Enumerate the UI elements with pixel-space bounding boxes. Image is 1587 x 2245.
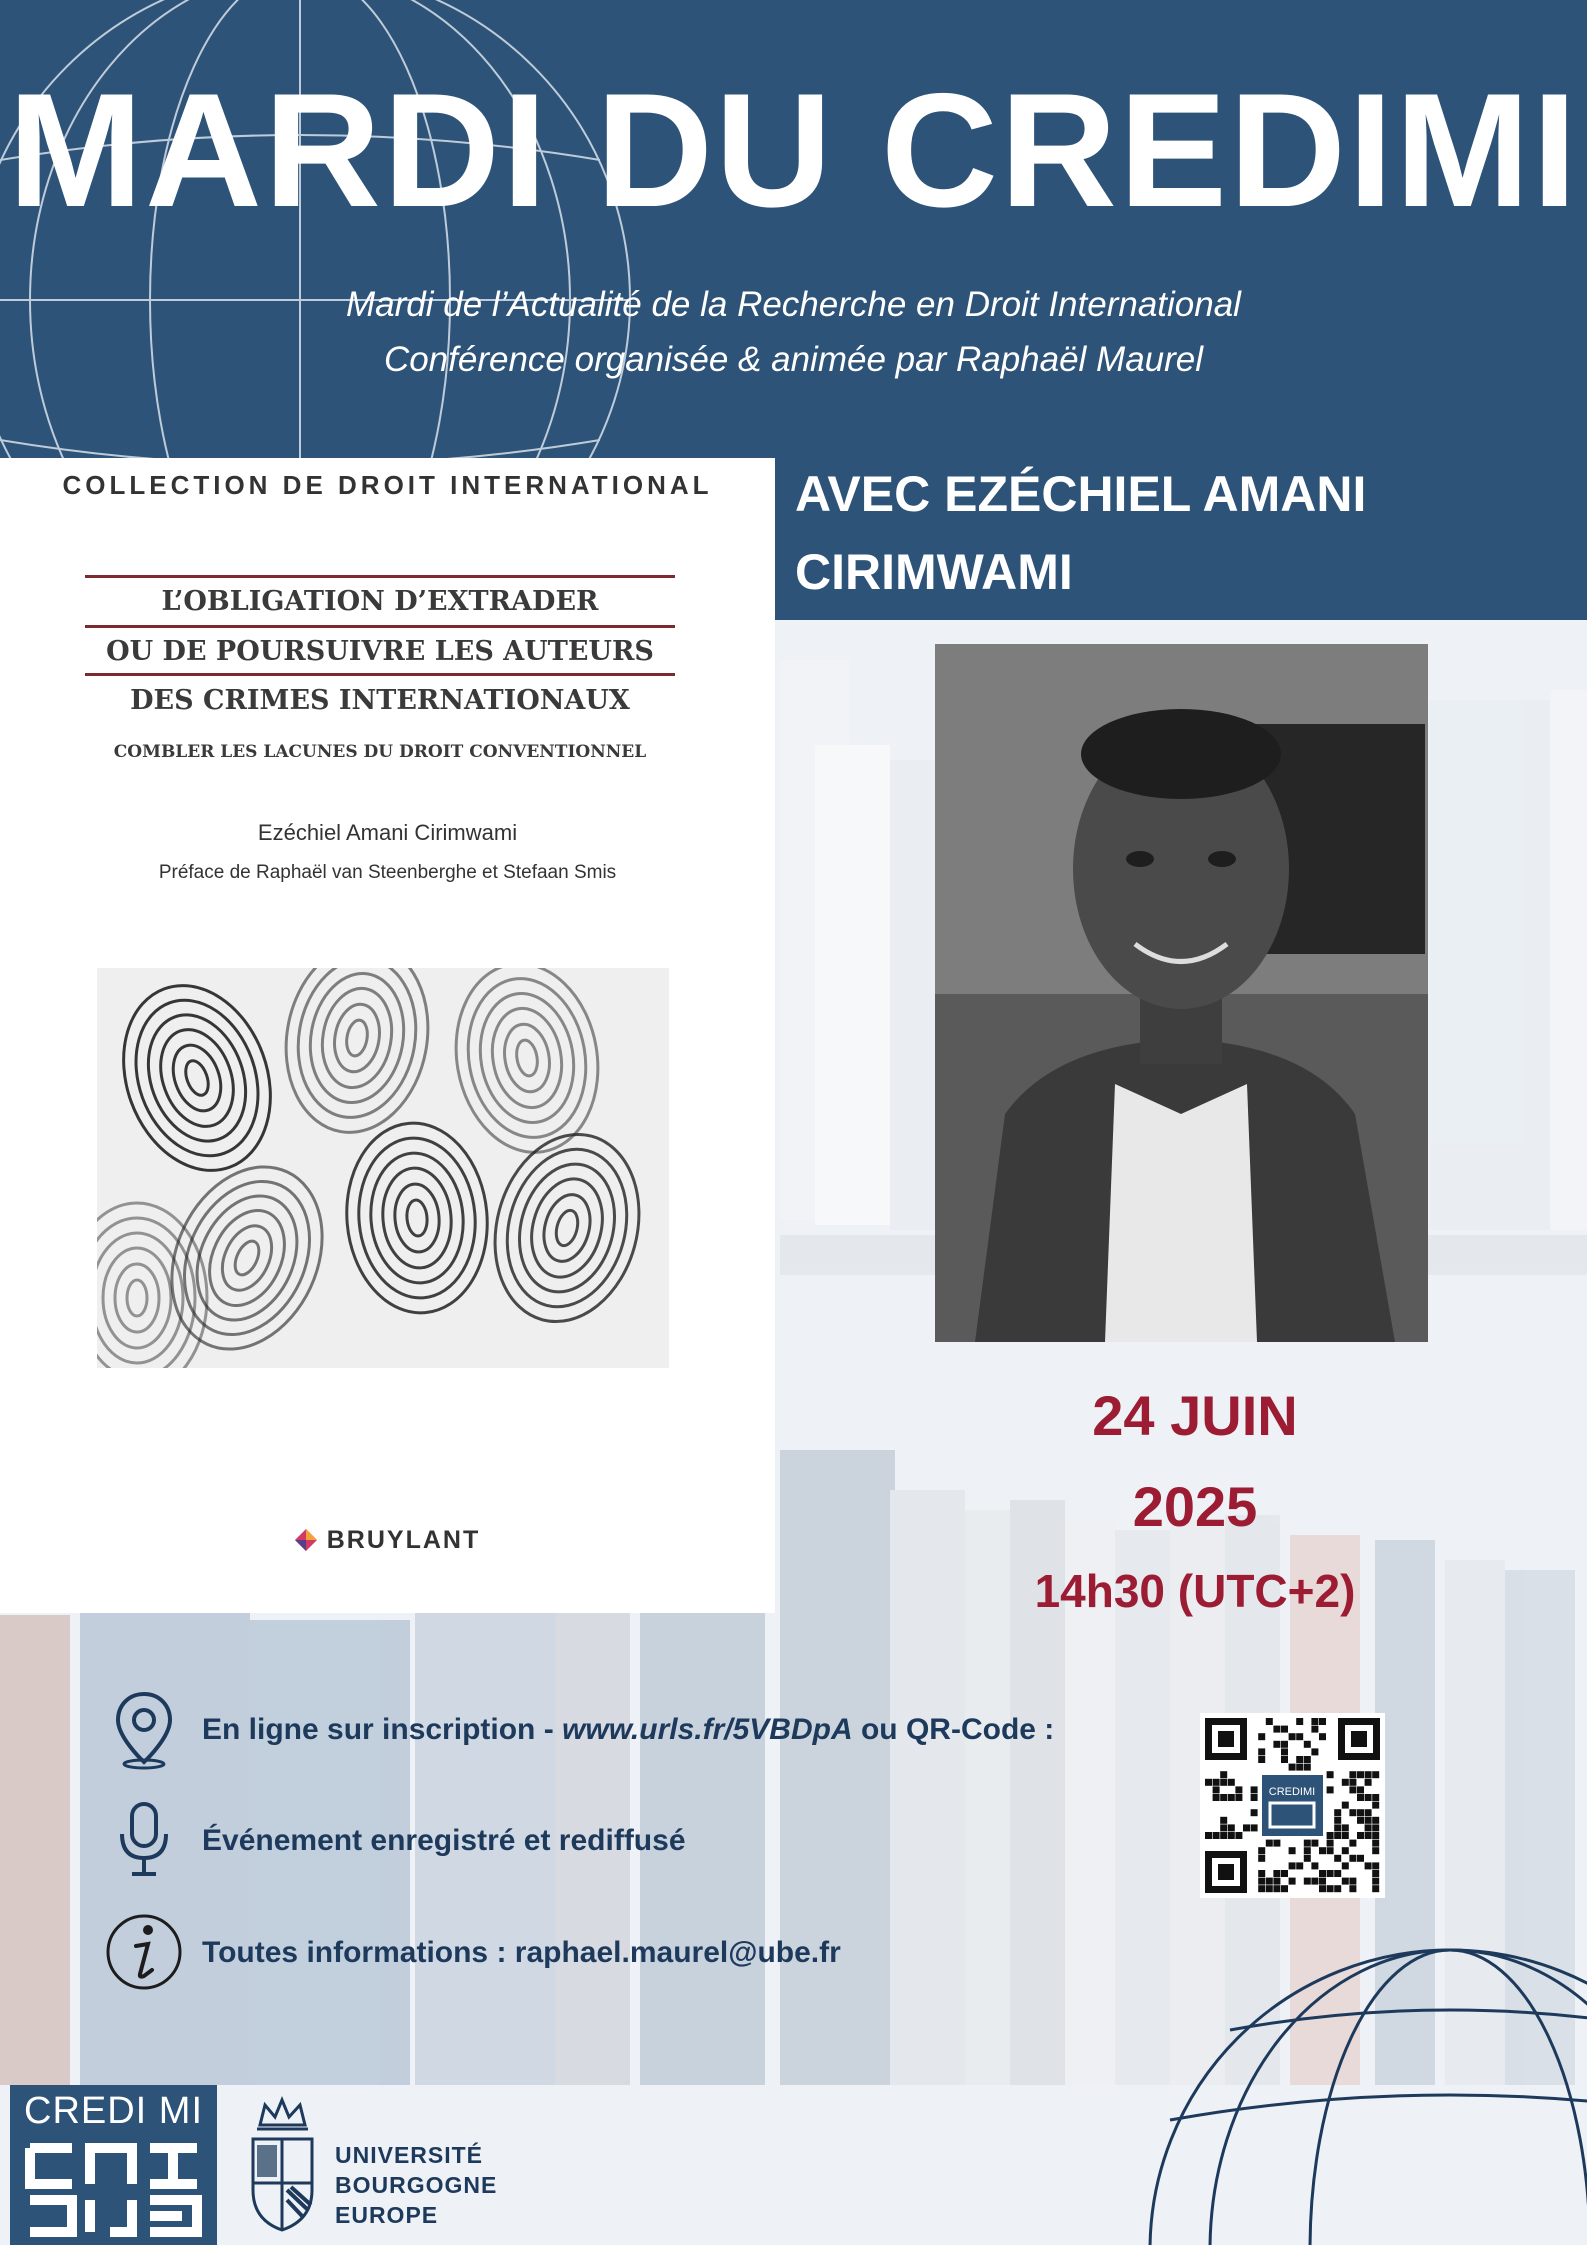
qr-module xyxy=(1342,1878,1349,1885)
book-title-line: L’OBLIGATION D’EXTRADER xyxy=(161,586,599,617)
qr-module xyxy=(1372,1824,1379,1831)
qr-module xyxy=(1289,1878,1296,1885)
qr-module xyxy=(1365,1809,1372,1816)
qr-module xyxy=(1258,1870,1265,1877)
qr-module xyxy=(1281,1741,1288,1748)
publisher-name: BRUYLANT xyxy=(326,1526,481,1554)
divider xyxy=(85,575,675,578)
qr-module xyxy=(1357,1817,1364,1824)
qr-module xyxy=(1220,1832,1227,1839)
qr-module xyxy=(1251,1794,1258,1801)
qr-module xyxy=(1357,1809,1364,1816)
contact-prefix: Toutes informations : xyxy=(202,1936,515,1969)
qr-module xyxy=(1319,1885,1326,1892)
qr-module xyxy=(1273,1885,1280,1892)
qr-module xyxy=(1365,1862,1372,1869)
registration-prefix: En ligne sur inscription - xyxy=(202,1713,563,1746)
qr-module xyxy=(1327,1885,1334,1892)
qr-module xyxy=(1304,1764,1311,1771)
qr-module xyxy=(1342,1832,1349,1839)
qr-module xyxy=(1258,1878,1265,1885)
qr-module xyxy=(1334,1824,1341,1831)
event-year: 2025 xyxy=(1132,1475,1258,1538)
divider xyxy=(85,673,675,676)
qr-module xyxy=(1319,1878,1326,1885)
qr-module xyxy=(1289,1733,1296,1740)
guest-label-line: CIRIMWAMI xyxy=(795,544,1073,600)
qr-module xyxy=(1334,1855,1341,1862)
portrait-photo xyxy=(935,644,1428,1342)
qr-module xyxy=(1319,1718,1326,1725)
qr-module xyxy=(1213,1794,1220,1801)
university-name-line: BOURGOGNE xyxy=(335,2172,498,2198)
qr-module xyxy=(1372,1802,1379,1809)
qr-module xyxy=(1228,1824,1235,1831)
book-tagline: COMBLER LES LACUNES DU DROIT CONVENTIONNEL xyxy=(113,742,647,762)
qr-module xyxy=(1281,1726,1288,1733)
qr-module xyxy=(1327,1786,1334,1793)
registration-link[interactable]: www.urls.fr/5VBDpA xyxy=(562,1713,853,1746)
qr-module xyxy=(1304,1756,1311,1763)
qr-module xyxy=(1311,1726,1318,1733)
qr-module xyxy=(1327,1870,1334,1877)
qr-code[interactable] xyxy=(1200,1713,1385,1898)
qr-module xyxy=(1213,1786,1220,1793)
qr-module xyxy=(1281,1885,1288,1892)
qr-module xyxy=(1235,1794,1242,1801)
qr-module xyxy=(1281,1756,1288,1763)
qr-module xyxy=(1266,1840,1273,1847)
qr-module xyxy=(1304,1878,1311,1885)
qr-module xyxy=(1349,1771,1356,1778)
qr-module xyxy=(1228,1832,1235,1839)
qr-module xyxy=(1349,1885,1356,1892)
qr-module xyxy=(1220,1817,1227,1824)
qr-module xyxy=(1342,1802,1349,1809)
qr-module xyxy=(1311,1878,1318,1885)
qr-module xyxy=(1273,1870,1280,1877)
event-time: 14h30 (UTC+2) xyxy=(1034,1565,1356,1617)
qr-module xyxy=(1349,1840,1356,1847)
registration-suffix: ou QR-Code : xyxy=(852,1713,1055,1746)
qr-module xyxy=(1251,1824,1258,1831)
qr-module xyxy=(1357,1771,1364,1778)
microphone-icon xyxy=(112,1800,176,1880)
qr-module xyxy=(1327,1832,1334,1839)
qr-module xyxy=(1296,1733,1303,1740)
registration-info xyxy=(202,1713,1054,1747)
qr-module xyxy=(1304,1741,1311,1748)
fingerprint-image xyxy=(97,968,669,1368)
qr-module xyxy=(1342,1847,1349,1854)
qr-module xyxy=(1334,1885,1341,1892)
qr-module xyxy=(1258,1756,1265,1763)
info-icon xyxy=(102,1912,186,1992)
qr-module xyxy=(1319,1733,1326,1740)
qr-module xyxy=(1304,1855,1311,1862)
qr-module xyxy=(1349,1786,1356,1793)
book-title-line: DES CRIMES INTERNATIONAUX xyxy=(130,685,630,716)
qr-module xyxy=(1266,1878,1273,1885)
qr-module xyxy=(1372,1832,1379,1839)
qr-module xyxy=(1220,1824,1227,1831)
qr-module xyxy=(1311,1718,1318,1725)
university-crest xyxy=(245,2095,320,2235)
qr-module xyxy=(1365,1771,1372,1778)
qr-module xyxy=(1342,1824,1349,1831)
qr-module xyxy=(1289,1764,1296,1771)
qr-module xyxy=(1273,1878,1280,1885)
qr-module xyxy=(1296,1862,1303,1869)
event-date: 24 JUIN xyxy=(1092,1384,1298,1447)
recorded-info: Événement enregistré et rediffusé xyxy=(202,1824,686,1857)
qr-module xyxy=(1365,1832,1372,1839)
qr-module xyxy=(1357,1786,1364,1793)
university-name-line: EUROPE xyxy=(335,2202,439,2228)
qr-module xyxy=(1289,1862,1296,1869)
qr-module xyxy=(1304,1847,1311,1854)
qr-module xyxy=(1235,1786,1242,1793)
qr-module xyxy=(1258,1748,1265,1755)
qr-module xyxy=(1357,1794,1364,1801)
qr-module xyxy=(1372,1771,1379,1778)
qr-module xyxy=(1365,1779,1372,1786)
qr-module xyxy=(1266,1718,1273,1725)
qr-module xyxy=(1258,1733,1265,1740)
qr-module xyxy=(1296,1718,1303,1725)
contact-email-link[interactable]: raphael.maurel@ube.fr xyxy=(514,1936,841,1969)
qr-module xyxy=(1372,1840,1379,1847)
qr-module xyxy=(1357,1855,1364,1862)
qr-module xyxy=(1334,1870,1341,1877)
qr-module xyxy=(1281,1870,1288,1877)
qr-module xyxy=(1349,1779,1356,1786)
qr-module xyxy=(1281,1748,1288,1755)
qr-module xyxy=(1372,1870,1379,1877)
qr-module xyxy=(1213,1779,1220,1786)
qr-module xyxy=(1228,1794,1235,1801)
qr-module xyxy=(1228,1779,1235,1786)
qr-module xyxy=(1311,1862,1318,1869)
qr-module xyxy=(1273,1726,1280,1733)
qr-module xyxy=(1342,1862,1349,1869)
credimi-logo-mark-icon xyxy=(22,2140,207,2238)
qr-module xyxy=(1365,1794,1372,1801)
university-name-line: UNIVERSITÉ xyxy=(335,2142,484,2168)
qr-module xyxy=(1220,1794,1227,1801)
qr-module xyxy=(1334,1817,1341,1824)
qr-module xyxy=(1327,1847,1334,1854)
contact-info xyxy=(202,1936,841,1970)
qr-module xyxy=(1327,1771,1334,1778)
credimi-logo-text: CREDI MI xyxy=(24,2090,203,2132)
qr-module xyxy=(1327,1840,1334,1847)
qr-module xyxy=(1220,1771,1227,1778)
qr-module xyxy=(1289,1847,1296,1854)
qr-module xyxy=(1311,1748,1318,1755)
qr-module xyxy=(1296,1756,1303,1763)
qr-module xyxy=(1349,1878,1356,1885)
qr-module xyxy=(1349,1809,1356,1816)
qr-module xyxy=(1372,1794,1379,1801)
qr-module xyxy=(1311,1840,1318,1847)
qr-module xyxy=(1365,1824,1372,1831)
qr-module xyxy=(1334,1809,1341,1816)
qr-module xyxy=(1205,1832,1212,1839)
qr-module xyxy=(1372,1878,1379,1885)
qr-module xyxy=(1258,1885,1265,1892)
qr-module xyxy=(1372,1817,1379,1824)
qr-module xyxy=(1372,1862,1379,1869)
qr-module xyxy=(1319,1870,1326,1877)
qr-module xyxy=(1266,1885,1273,1892)
qr-module xyxy=(1372,1885,1379,1892)
qr-module xyxy=(1304,1840,1311,1847)
page-title: MARDI DU CREDIMI xyxy=(8,60,1579,241)
qr-module xyxy=(1342,1779,1349,1786)
subtitle-line: Mardi de l’Actualité de la Recherche en Droit International xyxy=(346,285,1241,324)
qr-module xyxy=(1251,1809,1258,1816)
book-publisher xyxy=(0,1526,775,1555)
qr-module xyxy=(1213,1832,1220,1839)
book-title-line: OU DE POURSUIVRE LES AUTEURS xyxy=(106,636,654,667)
qr-module xyxy=(1334,1832,1341,1839)
publisher-logo-icon xyxy=(295,1529,317,1551)
location-pin-icon xyxy=(112,1690,176,1770)
qr-module xyxy=(1220,1779,1227,1786)
qr-module xyxy=(1349,1855,1356,1862)
qr-module xyxy=(1243,1824,1250,1831)
book-preface: Préface de Raphaël van Steenberghe et Stefaan Smis xyxy=(158,862,617,883)
globe-lines-icon xyxy=(1030,1920,1587,2245)
qr-module xyxy=(1319,1847,1326,1854)
qr-module xyxy=(1296,1764,1303,1771)
qr-module xyxy=(1235,1832,1242,1839)
qr-module xyxy=(1365,1817,1372,1824)
qr-module xyxy=(1258,1847,1265,1854)
qr-module xyxy=(1205,1779,1212,1786)
divider xyxy=(85,625,675,628)
qr-module xyxy=(1273,1741,1280,1748)
book-author: Ezéchiel Amani Cirimwami xyxy=(257,820,518,845)
book-collection: COLLECTION DE DROIT INTERNATIONAL xyxy=(62,470,713,500)
guest-label xyxy=(795,455,1435,611)
qr-module xyxy=(1372,1847,1379,1854)
qr-module xyxy=(1258,1855,1265,1862)
qr-module xyxy=(1357,1832,1364,1839)
qr-module xyxy=(1273,1840,1280,1847)
qr-module xyxy=(1251,1786,1258,1793)
qr-logo-text: CREDIMI xyxy=(1268,1786,1316,1798)
guest-label-line: AVEC EZÉCHIEL AMANI xyxy=(795,466,1367,522)
subtitle-line: Conférence organisée & animée par Raphaël Maurel xyxy=(383,340,1204,379)
